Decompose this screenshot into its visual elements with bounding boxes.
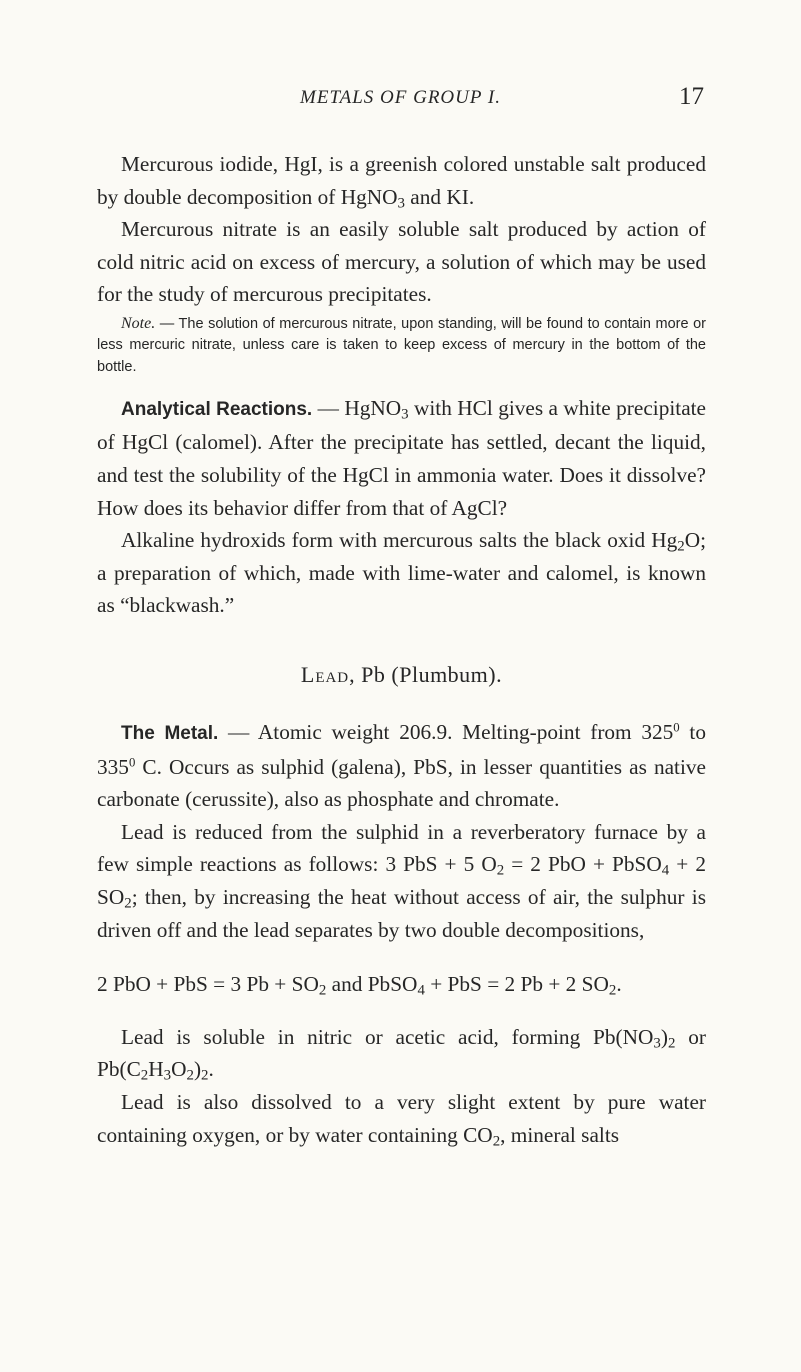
the-metal-lead: The Metal.: [121, 723, 219, 745]
paragraph-lead-dissolved: Lead is also dissolved to a very slight extent by pure water containing oxygen, or by water containing $CO_2$, mineral salts: [97, 1089, 706, 1150]
running-title: METALS OF GROUP I.: [300, 87, 501, 108]
paragraph-mercurous-nitrate: Mercurous nitrate is an easily soluble salt produced by action of cold nitric acid on excess of mercury, a solution of which may be used for the study of mercurous precipitates.: [97, 217, 706, 307]
running-head: [0, 83, 801, 113]
equation-line: 2 PbO + PbS = 3 $Pb + SO_2$ and PbSO$_4$ + PbS = 2 Pb + 2 $SO_2$.: [97, 972, 622, 999]
paragraph-lead-soluble: Lead is soluble in nitric or acetic acid, forming $Pb(NO_3)_2$ or $Pb(C_2H_3O_2)_2$.: [97, 1024, 706, 1085]
note-paragraph: Note. — The solution of mercurous nitrate, upon standing, will be found to contain more or less mercuric nitrate, unless care is taken to keep excess of mercury in the bottom of the bottle.: [97, 314, 706, 375]
paragraph-lead-reduced: Lead is reduced from the sulphid in a reverberatory furnace by a few simple reactions as follows: 3 PbS + 5 $O_2 = 2$ PbO + PbSO$_4$ + 2 $SO_2$; then, by increasing the heat without access of air, the sulphur is driven off and the lead separates by two double decompositions,: [97, 819, 706, 942]
paragraph-the-metal: The Metal. — Atomic weight 206.9. Melting-point from $325^0$ to $335^0$ C. Occurs as sulphid (galena), PbS, in lesser quantities as native carbonate (cerussite), also as phosphate and chromate.: [97, 720, 706, 812]
page-number: 17: [679, 83, 704, 110]
paragraph-alkaline-hydroxids: Alkaline hydroxids form with mercurous salts the black oxid $Hg_2O$; a preparation of which, made with lime-water and calomel, is known as “blackwash.”: [97, 528, 706, 618]
paragraph-mercurous-iodide: Mercurous iodide, HgI, is a greenish colored unstable salt produced by double decomposition of HgNO$_3$ and KI.: [97, 152, 706, 212]
analytical-reactions-lead: Analytical Reactions.: [121, 398, 313, 420]
section-heading-lead: Lead, Pb (Plumbum).: [300, 662, 503, 688]
paragraph-analytical-reactions: Analytical Reactions. — HgNO$_3$ with HCl gives a white precipitate of HgCl (calomel). After the precipitate has settled, decant the liquid, and test the solubility of the HgCl in ammonia water. Does it dissolve? How does its behavior differ from that of AgCl?: [97, 395, 707, 520]
note-lead: Note.: [121, 314, 156, 332]
body-text: [97, 148, 706, 1151]
